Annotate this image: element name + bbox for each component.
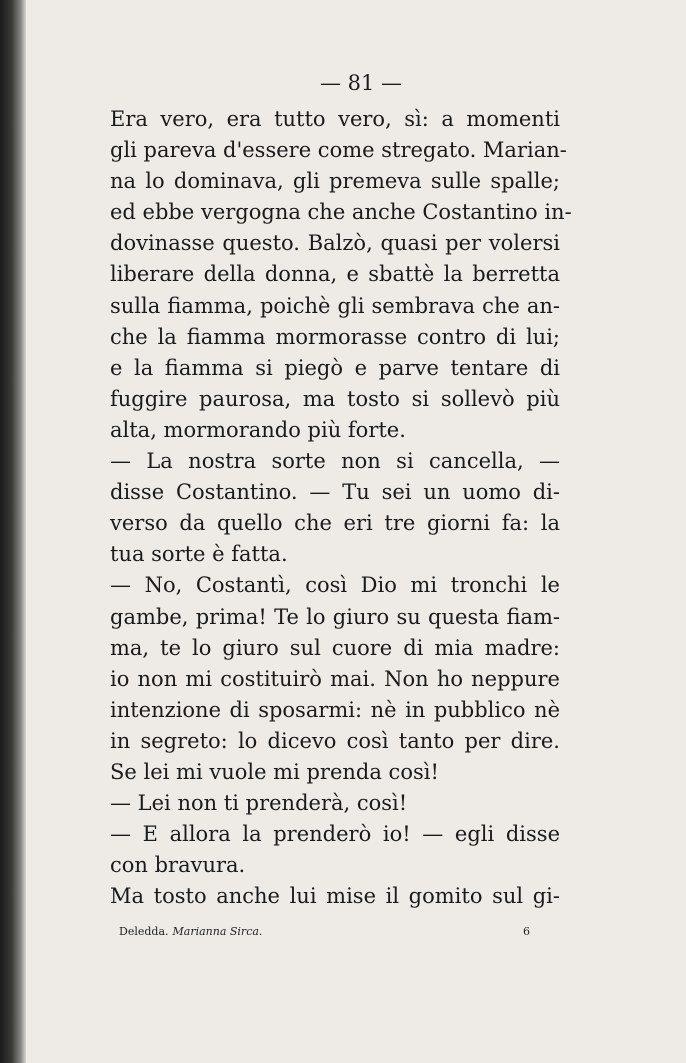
footer-credit [119,925,262,938]
text-line: liberare della donna, e sbattè la berretta [110,262,560,287]
text-line: Era vero, era tutto vero, sì: a momenti [110,107,560,131]
text-line: fuggire paurosa, ma tosto si sollevò più [110,386,560,411]
text-line: ma, te lo giuro sul cuore di mia madre: [110,635,560,660]
text-line: — E allora la prenderò io! — egli disse [110,822,560,847]
signature-mark: 6 [523,925,530,938]
text-line: io non mi costituirò mai. Non ho neppure [110,666,560,691]
text-line: — Lei non ti prenderà, così! [110,791,408,816]
text-line: e la fiamma si piegò e parve tentare di [110,355,560,380]
footer-author: Deledda. [119,925,169,938]
text-line: alta, mormorando più forte. [110,417,406,442]
text-line: verso da quello che eri tre giorni fa: la [110,511,560,536]
text-line: — La nostra sorte non si cancella, — [110,449,560,474]
footer-title: Marianna Sirca. [172,925,263,938]
text-line: gambe, prima! Te lo giuro su questa fiam- [110,604,560,629]
text-line: — No, Costantì, così Dio mi tronchi le [110,573,560,598]
text-line: intenzione di sposarmi: nè in pubblico nè [110,697,560,722]
page-gutter-shadow [0,0,26,1063]
body-text [110,104,572,912]
text-line: con bravura. [110,853,246,878]
text-line: sulla fiamma, poichè gli sembrava che an- [110,293,560,318]
text-line: Se lei mi vuole mi prenda così! [110,759,439,784]
text-line: Ma tosto anche lui mise il gomito sul gi- [110,884,560,909]
text-line: na lo dominava, gli premeva sulle spalle; [110,169,560,194]
text-line: che la fiamma mormorasse contro di lui; [110,324,560,349]
page-number: — 81 — [319,71,403,95]
text-line: in segreto: lo dicevo così tanto per dire. [110,728,560,753]
text-line: disse Costantino. — Tu sei un uomo di- [110,480,560,505]
text-line: ed ebbe vergogna che anche Costantino in- [110,200,572,225]
text-line: dovinasse questo. Balzò, quasi per volersi [110,231,560,256]
text-line: gli pareva d'essere come stregato. Marian- [110,138,567,163]
text-line: tua sorte è fatta. [110,542,288,567]
